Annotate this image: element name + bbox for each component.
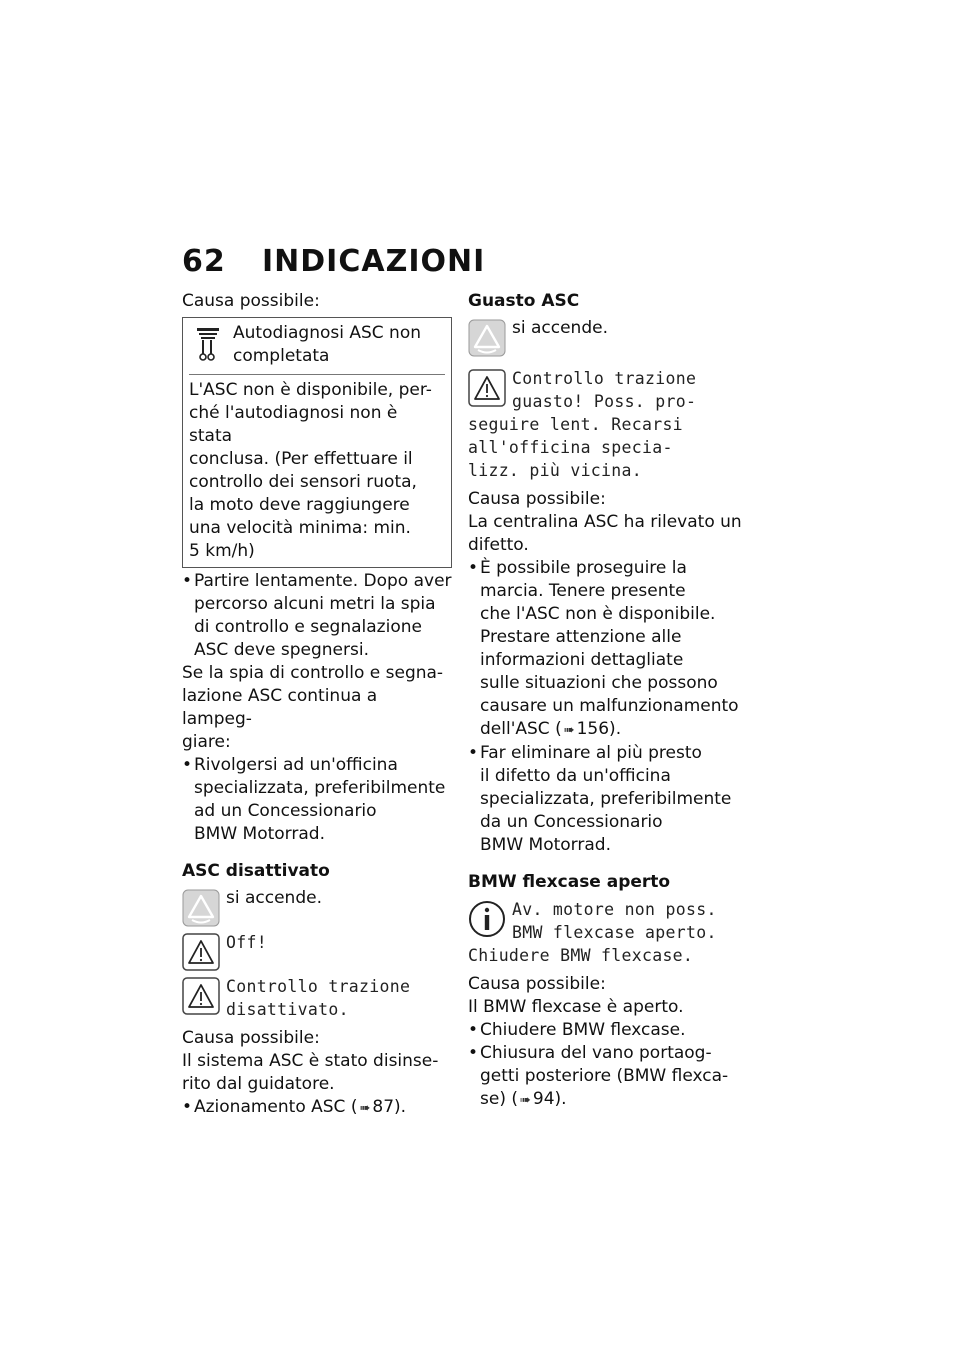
display-message-line: Controllo trazione <box>512 369 697 388</box>
bullet-line: di controllo e segnalazione <box>194 617 422 637</box>
message-row <box>182 975 452 1021</box>
bullet-line: specializzata, preferibilmente <box>480 789 732 809</box>
bullet-line: che l'ASC non è disponibile. <box>480 604 716 624</box>
page-reference[interactable]: 156). <box>576 719 622 739</box>
wrench-diagnostic-icon <box>189 324 227 362</box>
bullet-line: • Chiusura del vano portaog- <box>480 1043 712 1063</box>
cause-line: difetto. <box>468 535 529 555</box>
page-title: INDICAZIONI <box>262 244 486 279</box>
section-heading-flexcase: BMW flexcase aperto <box>468 872 671 892</box>
paragraph-line: lazione ASC continua a lampeg- <box>182 686 378 729</box>
bullet-item <box>468 557 748 742</box>
box-body-line: ché l'autodiagnosi non è stata <box>189 403 398 446</box>
display-message-line: Chiudere BMW flexcase. <box>468 946 694 965</box>
bullet-item <box>468 1042 748 1112</box>
display-message-line: seguire lent. Recarsi <box>468 415 683 434</box>
warning-triangle-icon <box>468 369 506 407</box>
page-reference[interactable]: 87). <box>372 1097 407 1117</box>
bullet-line: percorso alcuni metri la spia <box>194 594 436 614</box>
cause-label: Causa possibile: <box>182 291 320 311</box>
bullet-item <box>468 1019 748 1042</box>
asc-indicator-icon <box>182 889 220 927</box>
box-body-line: conclusa. (Per effettuare il <box>189 449 413 469</box>
bullet-text: dell'ASC ( <box>480 719 562 739</box>
display-message-line: lizz. più vicina. <box>468 461 642 480</box>
bullet-line: specializzata, preferibilmente <box>194 778 446 798</box>
info-box-header <box>189 322 445 375</box>
box-title-line1: Autodiagnosi ASC non <box>233 323 421 343</box>
display-message-line: all'officina specia- <box>468 438 673 457</box>
display-message-line: guasto! Poss. pro- <box>512 392 697 411</box>
bullet-line: da un Concessionario <box>480 812 663 832</box>
bullet-line: • Far eliminare al più presto <box>480 743 702 763</box>
message-row <box>468 367 748 413</box>
display-message-line: Av. motore non poss. <box>512 900 717 919</box>
indicator-row <box>182 887 452 927</box>
bullet-line: • È possibile proseguire la <box>480 558 687 578</box>
cause-label: Causa possibile: <box>468 974 606 994</box>
bullet-line: • Rivolgersi ad un'officina <box>194 755 398 775</box>
asc-indicator-icon <box>468 319 506 357</box>
bullet-line: Prestare attenzione alle <box>480 627 682 647</box>
box-body-line: 5 km/h) <box>189 541 255 561</box>
page-ref-arrow-icon: ➠ <box>563 723 575 738</box>
cause-line: La centralina ASC ha rilevato un <box>468 512 742 532</box>
display-message-line: Controllo trazione <box>226 977 411 996</box>
bullet-line: informazioni dettagliate <box>480 650 684 670</box>
display-message-line: BMW flexcase aperto. <box>512 923 717 942</box>
paragraph-line: giare: <box>182 732 231 752</box>
warning-triangle-icon <box>182 977 220 1015</box>
bullet-line: BMW Motorrad. <box>194 824 325 844</box>
message-row <box>468 898 748 944</box>
page-number: 62 <box>182 244 226 279</box>
indicator-row <box>468 317 748 357</box>
right-column <box>468 290 748 1112</box>
bullet-line: • Partire lentamente. Dopo aver <box>194 571 452 591</box>
bullet-line: il difetto da un'officina <box>480 766 671 786</box>
page-ref-arrow-icon: ➠ <box>359 1101 371 1116</box>
bullet-line: marcia. Tenere presente <box>480 581 686 601</box>
bullet-text: se) ( <box>480 1089 518 1109</box>
bullet-line: • Chiudere BMW flexcase. <box>480 1020 686 1040</box>
box-title-line2: completata <box>233 346 330 366</box>
cause-line: Il BMW flexcase è aperto. <box>468 997 684 1017</box>
lights-text: si accende. <box>226 888 322 908</box>
page-reference[interactable]: 94). <box>532 1089 567 1109</box>
info-box <box>182 317 452 568</box>
display-message-line: disattivato. <box>226 1000 349 1019</box>
cause-label: Causa possibile: <box>182 1028 320 1048</box>
bullet-line: ad un Concessionario <box>194 801 377 821</box>
bullet-item <box>182 570 452 662</box>
message-row <box>182 931 452 971</box>
bullet-item <box>468 742 748 857</box>
bullet-text: Azionamento ASC ( <box>194 1097 358 1117</box>
display-message: Off! <box>226 933 267 952</box>
left-column <box>182 290 452 1120</box>
section-heading-asc-fault: Guasto ASC <box>468 291 580 311</box>
box-body-line: una velocità minima: min. <box>189 518 411 538</box>
bullet-item <box>182 1096 452 1120</box>
bullet-line: causare un malfunzionamento <box>480 696 739 716</box>
bullet-line: ASC deve spegnersi. <box>194 640 369 660</box>
cause-label: Causa possibile: <box>468 489 606 509</box>
bullet-line: BMW Motorrad. <box>480 835 611 855</box>
lights-text: si accende. <box>512 318 608 338</box>
page-ref-arrow-icon: ➠ <box>519 1093 531 1108</box>
bullet-line: getti posteriore (BMW flexca- <box>480 1066 729 1086</box>
box-body-line: L'ASC non è disponibile, per- <box>189 380 432 400</box>
box-body-line: la moto deve raggiungere <box>189 495 410 515</box>
info-circle-icon <box>468 900 506 938</box>
paragraph-line: Se la spia di controllo e segna- <box>182 663 444 683</box>
cause-line: Il sistema ASC è stato disinse- <box>182 1051 439 1071</box>
bullet-line: sulle situazioni che possono <box>480 673 718 693</box>
bullet-item <box>182 754 452 846</box>
cause-line: rito dal guidatore. <box>182 1074 335 1094</box>
warning-triangle-icon <box>182 933 220 971</box>
box-body-line: controllo dei sensori ruota, <box>189 472 417 492</box>
section-heading-asc-off: ASC disattivato <box>182 861 330 881</box>
